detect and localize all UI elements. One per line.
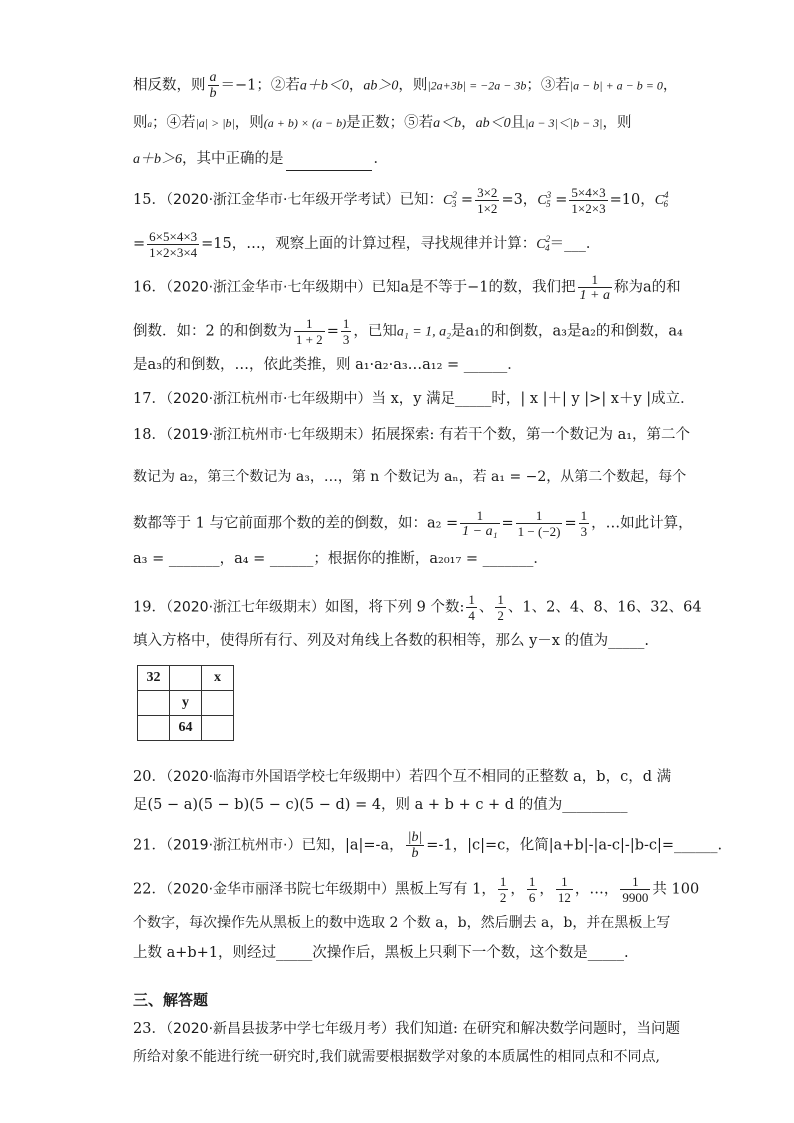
- text: 足(5 − a)(5 − b)(5 − c)(5 − d) = 4，则 a + b + c + d 的值为_________: [133, 797, 628, 813]
- fraction: $\frac{3\times 2}{1\times 2}$: [477, 184, 498, 216]
- math: a₁ = 1, a₂: [396, 324, 452, 340]
- text: 数都等于 1 与它前面那个数的差的倒数，如：a₂ =: [133, 515, 459, 532]
- fraction: $\frac{5\times 4\times 3}{1\times 2\times 3}$: [571, 184, 606, 216]
- math: a＋b＜0: [299, 78, 349, 94]
- text: 所给对象不能进行统一研究时,我们就需要根据数学对象的本质属性的相同点和不同点,: [133, 1049, 660, 1065]
- question-number: 19．: [133, 599, 166, 616]
- text: 是正数；⑤若: [346, 115, 434, 131]
- q21-line-1: [133, 830, 723, 861]
- text: 如图，将下列 9 个数:: [325, 599, 465, 616]
- text: ；④若: [152, 115, 196, 131]
- question-source: （2020·浙江七年级期末）: [165, 599, 326, 616]
- text: 我们知道: 在研究和解决数学问题时，当问题: [395, 1021, 681, 1037]
- q20-line-2: [133, 794, 673, 818]
- text: 个数字，每次操作先从黑板上的数中选取 2 个数 a，b，然后删去 a，b，并在黑板上写: [133, 915, 671, 931]
- text: 是a₁的和倒数，a₃是a₂的和倒数，a₄: [451, 323, 683, 340]
- math: a: [147, 119, 152, 129]
- question-number: 16．: [133, 279, 166, 296]
- grid-cell: [170, 666, 202, 691]
- text: 黑板上写有 1，: [395, 881, 496, 898]
- text: =3，: [501, 192, 538, 208]
- combination-c42: $C^2_4$: [536, 234, 551, 253]
- q15-line-2: = $\frac{6\times 5\times 4\times 3}{1\times 2\times 3\times 4}$ =15，…，观察上面的计算过程，寻找规律并计算：$C^2_4=\_\_\_$．: [133, 228, 601, 260]
- question-source: （2020·临海市外国语学校七年级期中）: [165, 769, 410, 785]
- fraction: $\frac{1}{1 + a}$: [579, 272, 610, 303]
- text: 上数 a+b+1，则经过_____次操作后，黑板上只剩下一个数，这个数是_____.: [133, 945, 629, 961]
- q23-line-2: [133, 1046, 673, 1070]
- text: ，则: [234, 115, 264, 131]
- fraction: $\frac{1}{4}$: [468, 592, 475, 623]
- fraction: $\frac{|b|}{b}$: [407, 830, 423, 861]
- q19-line-1: 19．（2020·浙江七年级期末）如图，将下列 9 个数: $\frac{1}{4}$ 、 $\frac{1}{2}$ 、1、2、4、8、16、32、64: [133, 592, 702, 623]
- fraction: $\frac{6\times 5\times 4\times 3}{1\times 2\times 3\times 4}$: [149, 228, 198, 260]
- text: 是a₃的和倒数，…，依此类推，则 a₁·a₂·a₃…a₁₂ = ______．: [133, 357, 522, 373]
- question-number: 18．: [133, 427, 166, 443]
- text: =10，: [609, 192, 655, 208]
- math: |a| > |b|: [195, 116, 235, 130]
- text: a₃ = _______，a₄ = ______；根据你的推断，a₂₀₁₇ = _______．: [133, 551, 548, 567]
- q22-line-3: [133, 942, 673, 966]
- text: 已知，|a|=-a，: [301, 837, 404, 854]
- q16-line-1: [133, 272, 681, 303]
- fraction: $\frac{1}{\text{1 − a₁}}$: [462, 508, 498, 539]
- combination-c64: $C^4_6$: [654, 190, 669, 209]
- fraction: $\frac{1}{1 + 2}$: [295, 316, 323, 347]
- fraction: $\frac{1}{3}$: [580, 508, 588, 539]
- q14-line-1: [133, 70, 678, 101]
- question-number: 15．: [133, 192, 166, 208]
- math: a＋b＞6: [133, 152, 182, 167]
- text: 数记为 a₂，第三个数记为 a₃，…，第 n 个数记为 aₙ，若 a₁ = −2，从第二个数起，每个: [133, 469, 687, 485]
- q14-line-2: [133, 112, 673, 136]
- grid-cell: 32: [138, 666, 170, 691]
- text: ；③若: [526, 77, 570, 94]
- q22-line-1: 22．（2020·金华市丽泽书院七年级期中）黑板上写有 1， $\frac{1}{2}$ ， $\frac{1}{6}$ ， $\frac{1}{12}$ ，…， $\frac{1}{9900}$ 共 100: [133, 874, 700, 905]
- text: 且: [510, 115, 526, 131]
- text: 共 100: [652, 881, 700, 898]
- q17-line-1: [133, 388, 695, 412]
- text: ＝−1；②若: [220, 77, 300, 94]
- q23-line-1: [133, 1018, 681, 1042]
- text: =-1，|c|=c，化简|a+b|-|a-c|-|b-c|=______.: [426, 837, 723, 854]
- question-number: 17．: [133, 391, 166, 407]
- q15-line-1: 15．（2020·浙江金华市·七年级开学考试）已知：$C^2_3$ = $\frac{3\times 2}{1\times 2}$ =3，$C^3_5$ = $\frac{5\times 4\times 3}{1\times 2\times 3}$ =10，$C^4_6$: [133, 184, 669, 216]
- fraction: $\frac{1}{2}$: [497, 592, 504, 623]
- question-number: 20．: [133, 769, 166, 785]
- question-number: 21．: [133, 837, 166, 854]
- text: 拓展探索: 有若干个数，第一个数记为 a₁，第二个: [371, 427, 691, 443]
- q16-line-2: 倒数．如：2 的和倒数为 $\frac{1}{1 + 2}$ = $\frac{1}{3}$ ，已知a₁ = 1, a₂是a₁的和倒数，a₃是a₂的和倒数，a₄: [133, 316, 683, 347]
- text: ，…如此计算，: [591, 515, 693, 532]
- fraction: $\frac{1}{6}$: [528, 874, 536, 905]
- text: 、1、2、4、8、16、32、64: [507, 599, 702, 616]
- q18-line-4: [133, 548, 673, 572]
- text: ，: [348, 77, 364, 94]
- text: 若四个互不相同的正整数 a，b，c，d 满: [409, 769, 672, 785]
- question-source: （2020·浙江金华市·七年级期中）: [165, 279, 372, 296]
- text: ，: [461, 115, 476, 131]
- math: (a + b) × (a − b): [263, 116, 347, 130]
- question-source: （2019·浙江杭州市·七年级期末）: [165, 427, 372, 443]
- text: 当 x，y 满足_____时，| x |＋| y |>| x＋y |成立．: [371, 391, 695, 407]
- math: |2a+3b| = −2a − 3b: [427, 78, 527, 93]
- answer-blank: [286, 154, 372, 171]
- question-source: （2020·浙江金华市·七年级开学考试）: [165, 192, 400, 208]
- grid-cell: [138, 716, 170, 741]
- combination-c32: $C^2_3$: [442, 190, 457, 209]
- fraction: $\frac{1}{1 - (-2)}$: [517, 508, 561, 539]
- magic-square-grid: [137, 665, 234, 741]
- question-source: （2020·浙江杭州市·七年级期中）: [165, 391, 372, 407]
- q18-line-2: [133, 466, 687, 490]
- fraction-a-over-b: $\frac{a}{b}$: [209, 70, 217, 101]
- question-number: 23．: [133, 1021, 166, 1037]
- text: 称为a的和: [613, 279, 681, 296]
- text: ．: [373, 151, 388, 167]
- q20-line-1: [133, 766, 673, 790]
- text: ，已知: [353, 323, 397, 340]
- question-source: （2020·金华市丽泽书院七年级期中）: [165, 881, 396, 898]
- text: 已知a是不等于−1的数，我们把: [371, 279, 576, 296]
- grid-cell: [202, 691, 234, 716]
- fraction: $\frac{1}{3}$: [342, 316, 350, 347]
- text: 填入方格中，使得所有行、列及对角线上各数的积相等，那么 y－x 的值为_____.: [133, 633, 649, 649]
- math: ab＜0: [475, 116, 511, 131]
- section-title: 三、解答题: [133, 991, 209, 1009]
- grid-cell: x: [202, 666, 234, 691]
- question-source: （2019·浙江杭州市·）: [165, 837, 302, 854]
- math: ab＞0: [363, 78, 399, 94]
- text: 相反数，则: [133, 77, 206, 94]
- q18-line-1: [133, 424, 691, 448]
- question-source: （2020·新昌县拔茅中学七年级月考）: [165, 1021, 396, 1037]
- text: ，…，: [574, 881, 619, 898]
- q18-line-3: 数都等于 1 与它前面那个数的差的倒数，如：a₂ = $\frac{1}{\text{1 − a₁}}$ = $\frac{1}{1 - (-2)}$ = $\frac{1}{3}$ ，…如此计算，: [133, 508, 693, 539]
- text: 则: [133, 115, 148, 131]
- math: a＜b: [433, 116, 462, 131]
- fraction: $\frac{1}{9900}$: [622, 874, 649, 905]
- fraction: $\frac{1}{2}$: [499, 874, 507, 905]
- math: |a − b| + a − b = 0: [569, 78, 663, 93]
- grid-row: [138, 716, 234, 741]
- text: 倒数．如：2 的和倒数为: [133, 323, 292, 340]
- text: ，: [662, 77, 678, 94]
- grid-cell: [138, 691, 170, 716]
- text: ，则: [602, 115, 632, 131]
- grid-cell: [202, 716, 234, 741]
- combination-c53: $C^3_5$: [537, 190, 552, 209]
- q16-line-3: [133, 354, 673, 378]
- grid-row: [138, 691, 234, 716]
- text: =15，…，观察上面的计算过程，寻找规律并计算：: [201, 236, 537, 252]
- question-number: 22．: [133, 881, 166, 898]
- math: |a − 3|＜|b − 3|: [525, 116, 603, 130]
- grid-row: [138, 666, 234, 691]
- q22-line-2: [133, 912, 673, 936]
- fraction: $\frac{1}{12}$: [557, 874, 571, 905]
- q14-line-3: [133, 148, 673, 172]
- grid-cell: 64: [170, 716, 202, 741]
- text: ，则: [398, 77, 428, 94]
- text: 已知：: [399, 192, 443, 208]
- text: ，其中正确的是: [182, 151, 284, 167]
- q19-line-2: [133, 630, 673, 654]
- grid-cell: y: [170, 691, 202, 716]
- text: ＝___．: [549, 236, 601, 252]
